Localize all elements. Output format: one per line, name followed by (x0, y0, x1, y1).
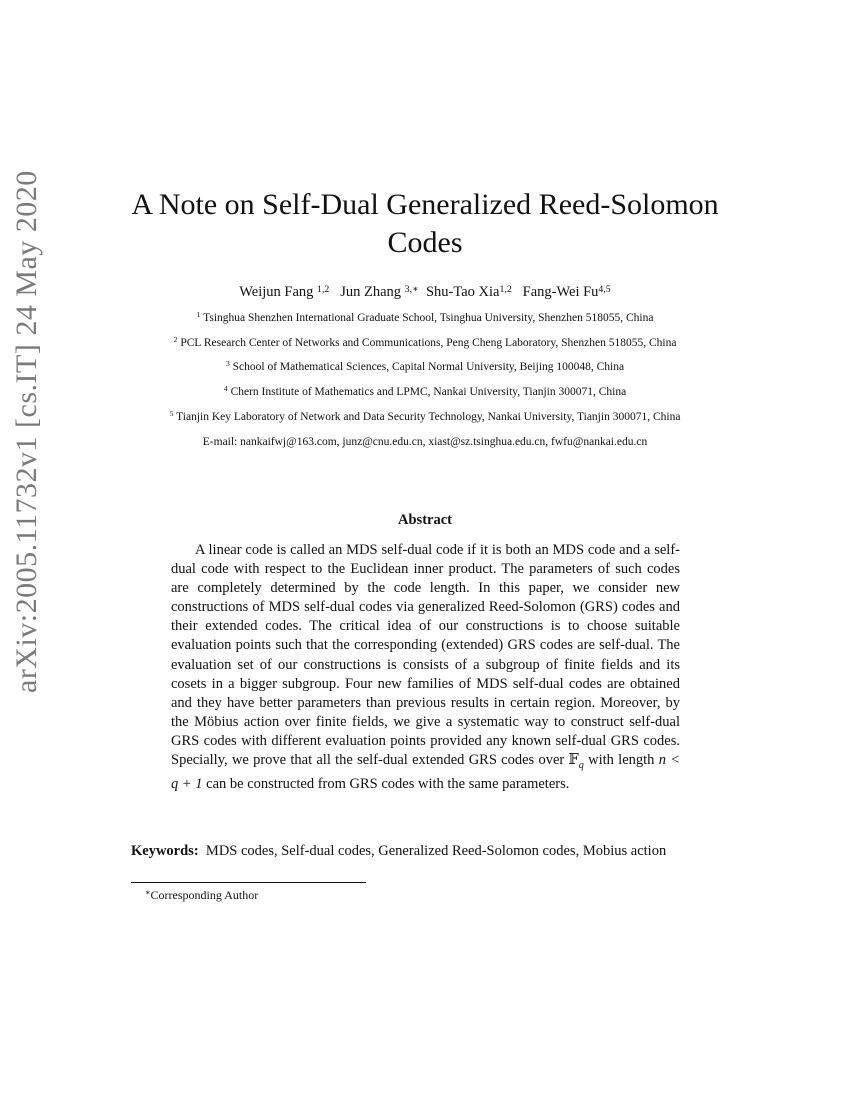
math-expression: n < q + 1 (171, 752, 680, 793)
affiliation-number: 3 (225, 359, 230, 369)
email-line: E-mail: nankaifwj@163.com, junz@cnu.edu.cn, xiast@sz.tsinghua.edu.cn, fwfu@nankai.edu.cn (202, 436, 648, 448)
affiliation-text: Tianjin Key Laboratory of Network and Data Security Technology, Nankai University, Tianjin 300071, China (176, 411, 681, 423)
affiliation (60, 312, 790, 324)
author-affil-mark: 1,2 (317, 283, 330, 295)
author-affil-mark: 3,∗ (404, 283, 419, 295)
keywords-label: Keywords: (131, 843, 199, 859)
abstract-body (171, 541, 680, 794)
affiliation-text: Tsinghua Shenzhen International Graduate School, Tsinghua University, Shenzhen 518055, China (203, 312, 654, 324)
abstract-text: A linear code is called an MDS self-dual code if it is both an MDS code and a self-dual code with respect to the Euclidean inner product. The parameters of such codes are completely determined by the code length. In this paper, we consider new constructions of MDS self-dual codes via generalized Reed-Solomon (GRS) codes and their extended codes. The critical idea of our constructions is to choose suitable evaluation points such that the corresponding (extended) GRS codes are self-dual. The evaluation set of our constructions is consists of a subgroup of finite fields and its cosets in a bigger subgroup. Four new families of MDS self-dual codes are obtained and they have better parameters than previous results in certain region. Moreover, by the Möbius action over finite fields, we give a systematic way to construct self-dual GRS codes with different evaluation points provided any known self-dual GRS codes. Specially, we prove that all the self-dual extended GRS codes over (171, 542, 680, 769)
author-affil-mark: 4,5 (598, 283, 611, 295)
abstract-text-mid: with length (583, 752, 659, 769)
author-affil-mark: 1,2 (499, 283, 512, 295)
title-line-1: A Note on Self-Dual Generalized Reed-Solomon (131, 188, 719, 221)
author-name: Weijun Fang (239, 284, 314, 300)
keywords-text: MDS codes, Self-dual codes, Generalized Reed-Solomon codes, Mobius action (205, 843, 667, 859)
math-field: 𝔽$_q$ (568, 752, 584, 771)
affiliation (60, 386, 790, 398)
author-name: Jun Zhang (340, 284, 402, 300)
arxiv-sidebar-stamp: arXiv:2005.11732v1 [cs.IT] 24 May 2020 (10, 170, 43, 693)
affiliation (60, 411, 790, 423)
footnote (145, 888, 258, 903)
affiliation-text: School of Mathematical Sciences, Capital Normal University, Beijing 100048, China (232, 361, 625, 373)
affiliation-text: Chern Institute of Mathematics and LPMC, Nankai University, Tianjin 300071, China (230, 386, 627, 398)
affiliation (60, 361, 790, 373)
footnote-rule (131, 882, 366, 883)
abstract-heading: Abstract (398, 512, 452, 528)
affiliation-number: 2 (173, 335, 178, 345)
abstract-text-end: can be constructed from GRS codes with the same parameters. (202, 776, 570, 793)
paper-title (100, 186, 750, 262)
keywords (131, 842, 721, 861)
affiliation-number: 1 (196, 310, 201, 320)
footnote-text: Corresponding Author (150, 888, 259, 902)
author-list (100, 284, 750, 301)
author-name: Fang-Wei Fu (522, 284, 599, 300)
affiliation-number: 4 (223, 384, 228, 394)
footnote-mark: ∗ (145, 888, 151, 898)
title-line-2: Codes (387, 226, 463, 259)
author-name: Shu-Tao Xia (425, 284, 500, 300)
affiliation (60, 337, 790, 349)
affiliation-number: 5 (169, 409, 174, 419)
affiliation-text: PCL Research Center of Networks and Communications, Peng Cheng Laboratory, Shenzhen 518055, China (180, 337, 677, 349)
